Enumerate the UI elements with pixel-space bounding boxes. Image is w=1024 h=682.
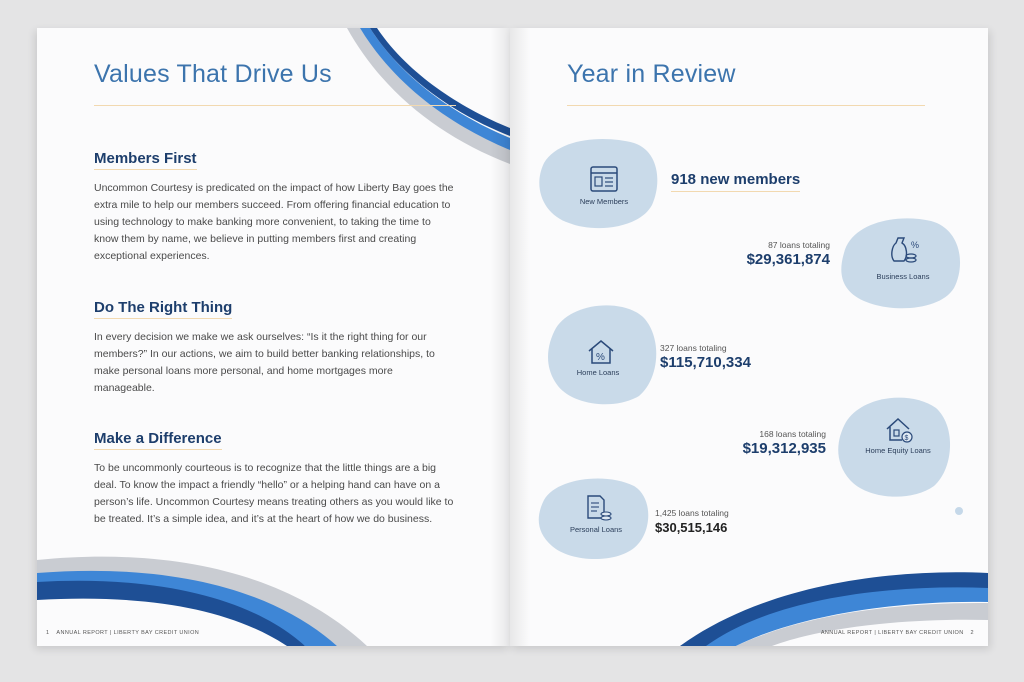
stat-label: New Members [579,197,629,206]
page-number: 1 [46,630,50,636]
left-folio [46,630,199,636]
stat-value: 918 new members [671,171,800,192]
section-members-first [94,150,454,265]
stat-new-members [671,171,800,192]
stat-prefix: 168 loans totaling [759,429,826,439]
watercolor-dot [953,505,965,517]
stat-value: $19,312,935 [742,440,826,457]
page-title: Year in Review [567,60,736,88]
stat-home-equity-loans [706,428,826,458]
stat-label: Business Loans [876,272,930,281]
svg-text:$: $ [904,435,909,442]
stat-prefix: 1,425 loans totaling [655,508,729,518]
section-body: In every decision we make we ask ourselves: “Is it the right thing for our members?” In our actions, we aim to build better banking relationships, to make personal loans more personal, and home mortgages more manageable. [94,331,435,394]
stat-value: $30,515,146 [655,520,728,535]
section-heading: Members First [94,150,197,170]
title-rule [567,105,925,106]
section-body: Uncommon Courtesy is predicated on the impact of how Liberty Bay goes the extra mile to help our members succeed. From offering financial education to using technology to make banking more convenient, to taking the time to know them by name, we believe in putting members first and creating exceptional experiences. [94,182,454,262]
section-body: To be uncommonly courteous is to recognize that the little things are a big deal. To know the impact a friendly “hello” or a helping hand can have on a person’s life. Uncommon Courtesy means treating others as you would like to be treated. It’s a simple idea, and it’s at the heart of how we do business. [94,462,454,525]
section-make-a-difference [94,430,454,528]
stat-label: Personal Loans [569,525,623,534]
page-number: 2 [970,630,974,636]
section-heading: Make a Difference [94,430,222,450]
right-folio [821,630,974,636]
document-coins-icon [585,494,613,522]
stat-prefix: 87 loans totaling [768,240,830,250]
footer-text: ANNUAL REPORT | LIBERTY BAY CREDIT UNION [56,630,200,636]
title-rule [94,105,456,106]
browser-window-icon [590,166,618,192]
svg-text:%: % [911,240,920,250]
section-heading: Do The Right Thing [94,299,232,319]
book-gutter-shadow [490,28,530,646]
stat-prefix: 327 loans totaling [660,343,727,353]
right-page [510,28,988,646]
stat-label: Home Equity Loans [865,446,931,455]
house-dollar-icon [884,417,914,443]
stat-value: $29,361,874 [746,251,830,268]
left-page [37,28,510,646]
stat-label: Home Loans [576,368,620,377]
svg-text:%: % [596,352,605,363]
footer-text: ANNUAL REPORT | LIBERTY BAY CREDIT UNION [820,630,964,636]
stat-value: $115,710,334 [660,354,751,371]
stat-business-loans [710,239,830,269]
house-percent-icon [586,339,616,365]
stat-personal-loans [655,507,729,537]
page-title: Values That Drive Us [94,60,332,88]
money-bag-coins-icon [890,236,918,266]
section-do-the-right-thing [94,299,454,397]
stat-home-loans [660,342,751,372]
